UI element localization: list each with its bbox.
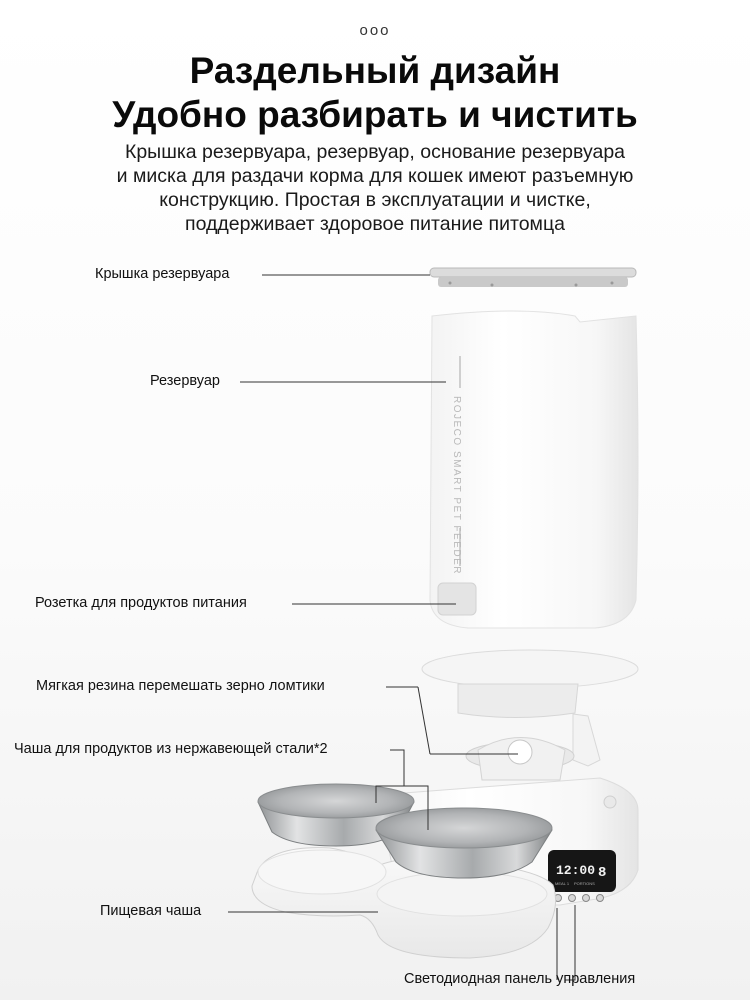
description-line: поддерживает здоровое питание питомца — [185, 213, 565, 235]
reservoir-lid — [430, 268, 636, 287]
label-outlet: Розетка для продуктов питания — [35, 595, 247, 611]
up-button-icon — [569, 895, 576, 902]
display-portions: PORTIONS — [574, 881, 595, 886]
label-led-panel: Светодиодная панель управления — [404, 971, 636, 987]
label-rubber: Мягкая резина перемешать зерно ломтики — [36, 678, 325, 694]
description-line: и миска для раздачи корма для кошек имеют разъемную — [116, 165, 634, 187]
label-lid: Крышка резервуара — [95, 266, 230, 282]
display-time: 12:00 — [556, 863, 596, 878]
description-line: конструкцию. Простая в эксплуатации и чистке, — [159, 189, 591, 211]
decorative-dots: ooo — [359, 22, 391, 39]
display-portion: 8 — [598, 865, 607, 881]
label-food-bowl: Пищевая чаша — [100, 903, 202, 919]
description-line: Крышка резервуара, резервуар, основание резервуара — [124, 141, 626, 163]
headline-line-1: Раздельный дизайн — [189, 50, 561, 91]
down-button-icon — [583, 895, 590, 902]
food-outlet — [438, 583, 476, 615]
headline-line-2: Удобно разбирать и чистить — [112, 94, 638, 135]
rubber-funnel — [422, 650, 638, 718]
reservoir — [430, 311, 638, 628]
display-meal: MEAL 1 — [555, 881, 570, 886]
label-reservoir: Резервуар — [150, 373, 220, 389]
brand-print: ROJECO SMART PET FEEDER — [451, 396, 462, 575]
power-button-icon — [597, 895, 604, 902]
label-steel-bowl: Чаша для продуктов из нержавеющей стали*2 — [14, 741, 328, 757]
